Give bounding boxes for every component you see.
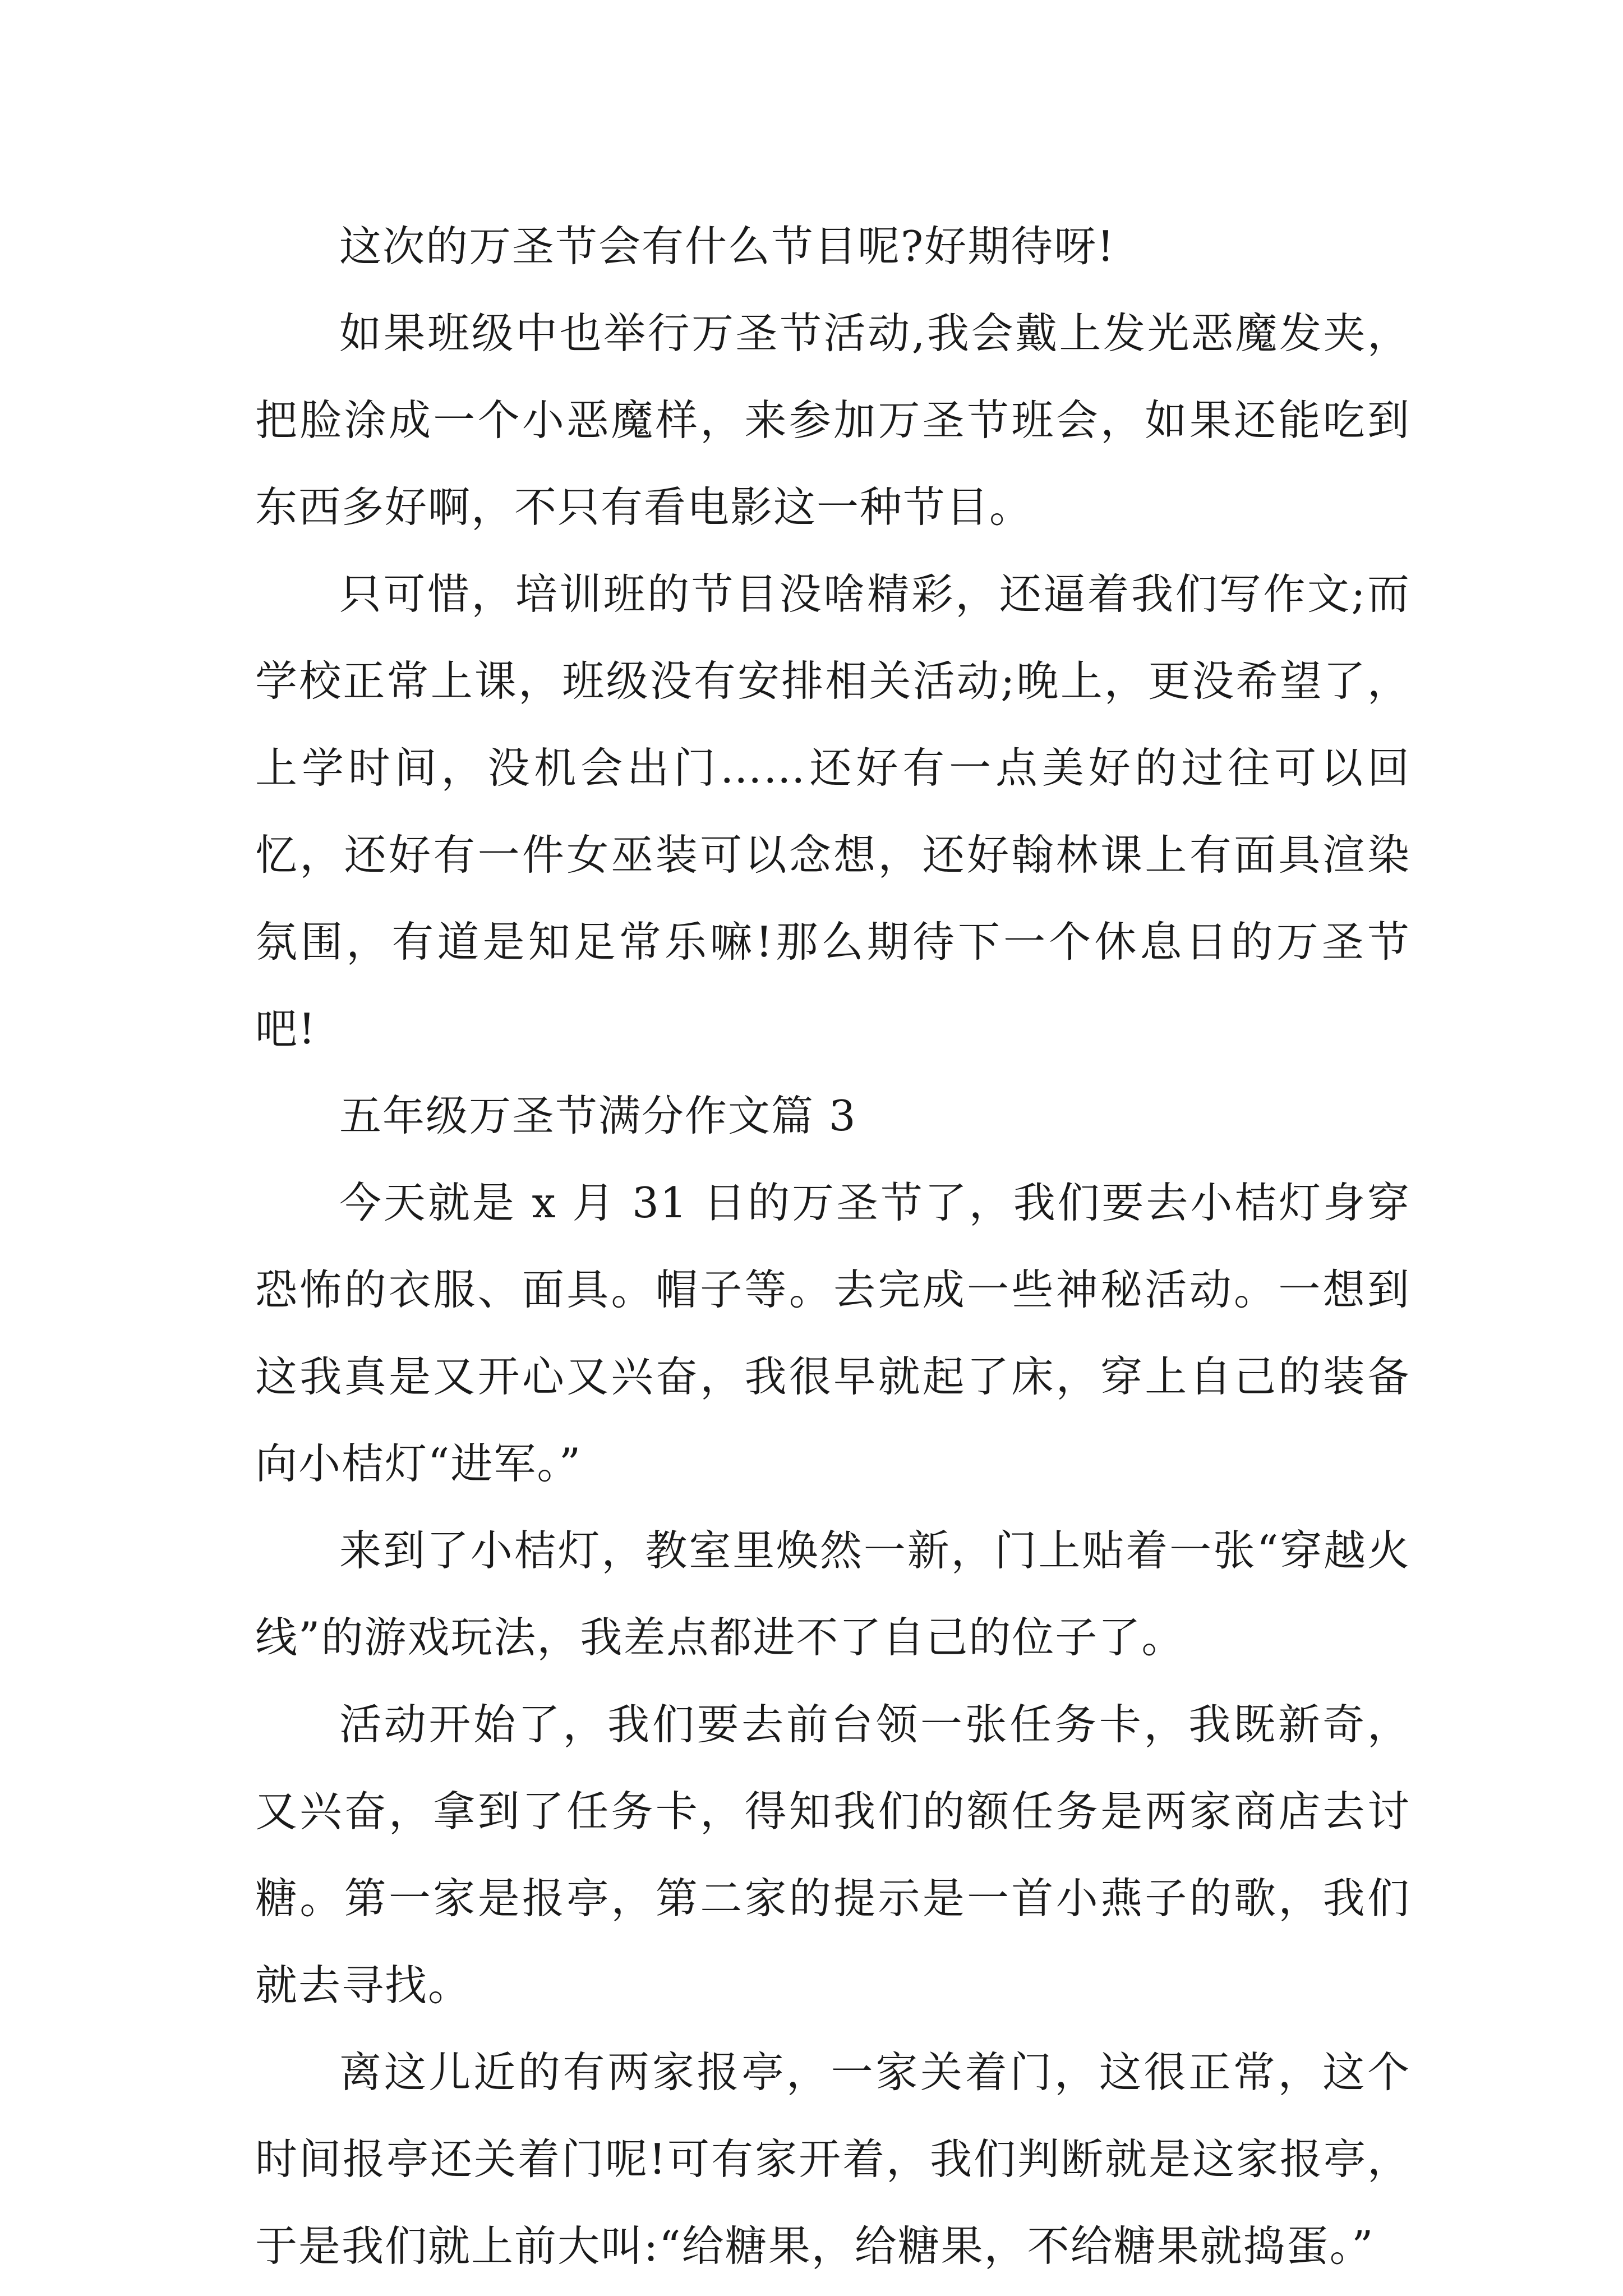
document-body [255, 203, 1410, 2290]
paragraph-7: 离这儿近的有两家报亭，一家关着门，这很正常，这个时间报亭还关着门呢!可有家开着，我们判断就是这家报亭，于是我们就上前大叫:“给糖果，给糖果，不给糖果就捣蛋。” [255, 2047, 1410, 2271]
section-heading: 五年级万圣节满分作文篇 3 [339, 1091, 857, 1140]
paragraph-3: 只可惜，培训班的节目没啥精彩，还逼着我们写作文;而学校正常上课，班级没有安排相关活动;晚上，更没希望了，上学时间，没机会出门……还好有一点美好的过往可以回忆，还好有一件女巫装可以念想，还好翰林课上有面具渲染氛围，有道是知足常乐嘛!那么期待下一个休息日的万圣节吧! [255, 569, 1410, 1053]
paragraph-6: 活动开始了，我们要去前台领一张任务卡，我既新奇，又兴奋，拿到了任务卡，得知我们的额任务是两家商店去讨糖。第一家是报亭，第二家的提示是一首小燕子的歌，我们就去寻找。 [255, 1700, 1410, 2010]
paragraph-4: 今天就是 x 月 31 日的万圣节了，我们要去小桔灯身穿恐怖的衣服、面具。帽子等。去完成一些神秘活动。一想到这我真是又开心又兴奋，我很早就起了床，穿上自己的装备向小桔灯“进军。” [255, 1178, 1410, 1488]
paragraph-1: 这次的万圣节会有什么节目呢?好期待呀! [339, 222, 1115, 271]
paragraph-5: 来到了小桔灯，教室里焕然一新，门上贴着一张“穿越火线”的游戏玩法，我差点都进不了自己的位子了。 [255, 1526, 1410, 1662]
paragraph-2: 如果班级中也举行万圣节活动,我会戴上发光恶魔发夹，把脸涂成一个小恶魔样，来参加万圣节班会，如果还能吃到东西多好啊，不只有看电影这一种节目。 [255, 309, 1410, 532]
